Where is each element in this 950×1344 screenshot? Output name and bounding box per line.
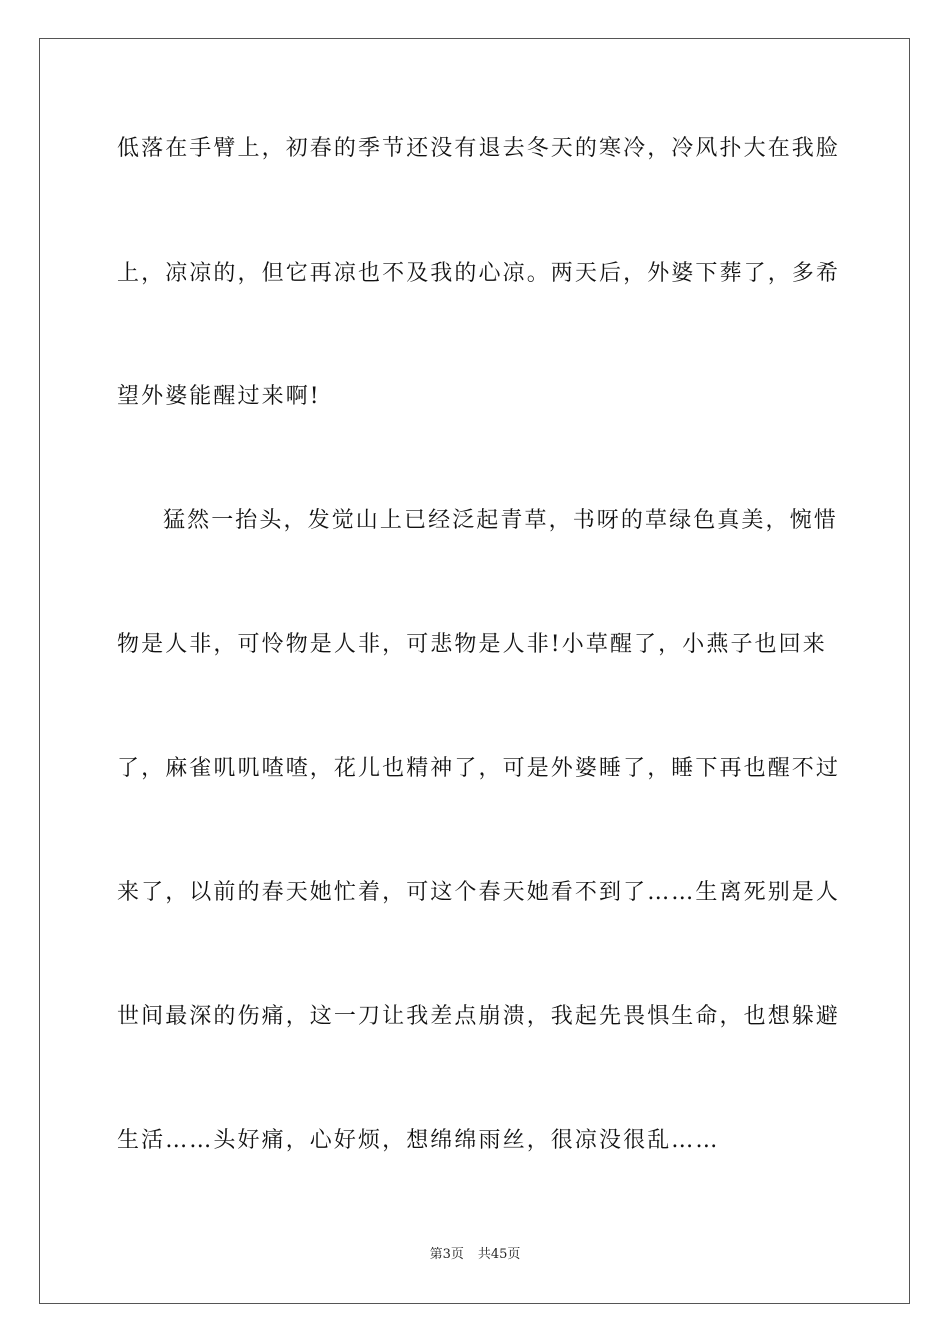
page-total: 共45页 — [477, 1247, 521, 1262]
text-line: 了，麻雀叽叽喳喳，花儿也精神了，可是外婆睡了，睡下再也醒不过 — [117, 756, 841, 781]
text-line: 望外婆能醒过来啊! — [117, 384, 321, 409]
text-line: 生活……头好痛，心好烦，想绵绵雨丝，很凉没很乱…… — [117, 1128, 720, 1153]
text-line: 低落在手臂上，初春的季节还没有退去冬天的寒冷，冷风扑大在我脸 — [117, 136, 841, 161]
page-number: 第3页 — [429, 1247, 464, 1262]
page-footer — [0, 1246, 950, 1264]
page-border — [39, 38, 910, 1304]
text-line: 世间最深的伤痛，这一刀让我差点崩溃，我起先畏惧生命，也想躲避 — [117, 1004, 841, 1029]
paragraph-first-line: 猛然一抬头，发觉山上已经泛起青草，书呀的草绿色真美，惋惜 — [163, 508, 838, 533]
text-line: 来了，以前的春天她忙着，可这个春天她看不到了……生离死别是人 — [117, 880, 841, 905]
text-line: 物是人非，可怜物是人非，可悲物是人非!小草醒了，小燕子也回来 — [117, 632, 827, 657]
text-line: 上，凉凉的，但它再凉也不及我的心凉。两天后，外婆下葬了，多希 — [117, 261, 841, 286]
